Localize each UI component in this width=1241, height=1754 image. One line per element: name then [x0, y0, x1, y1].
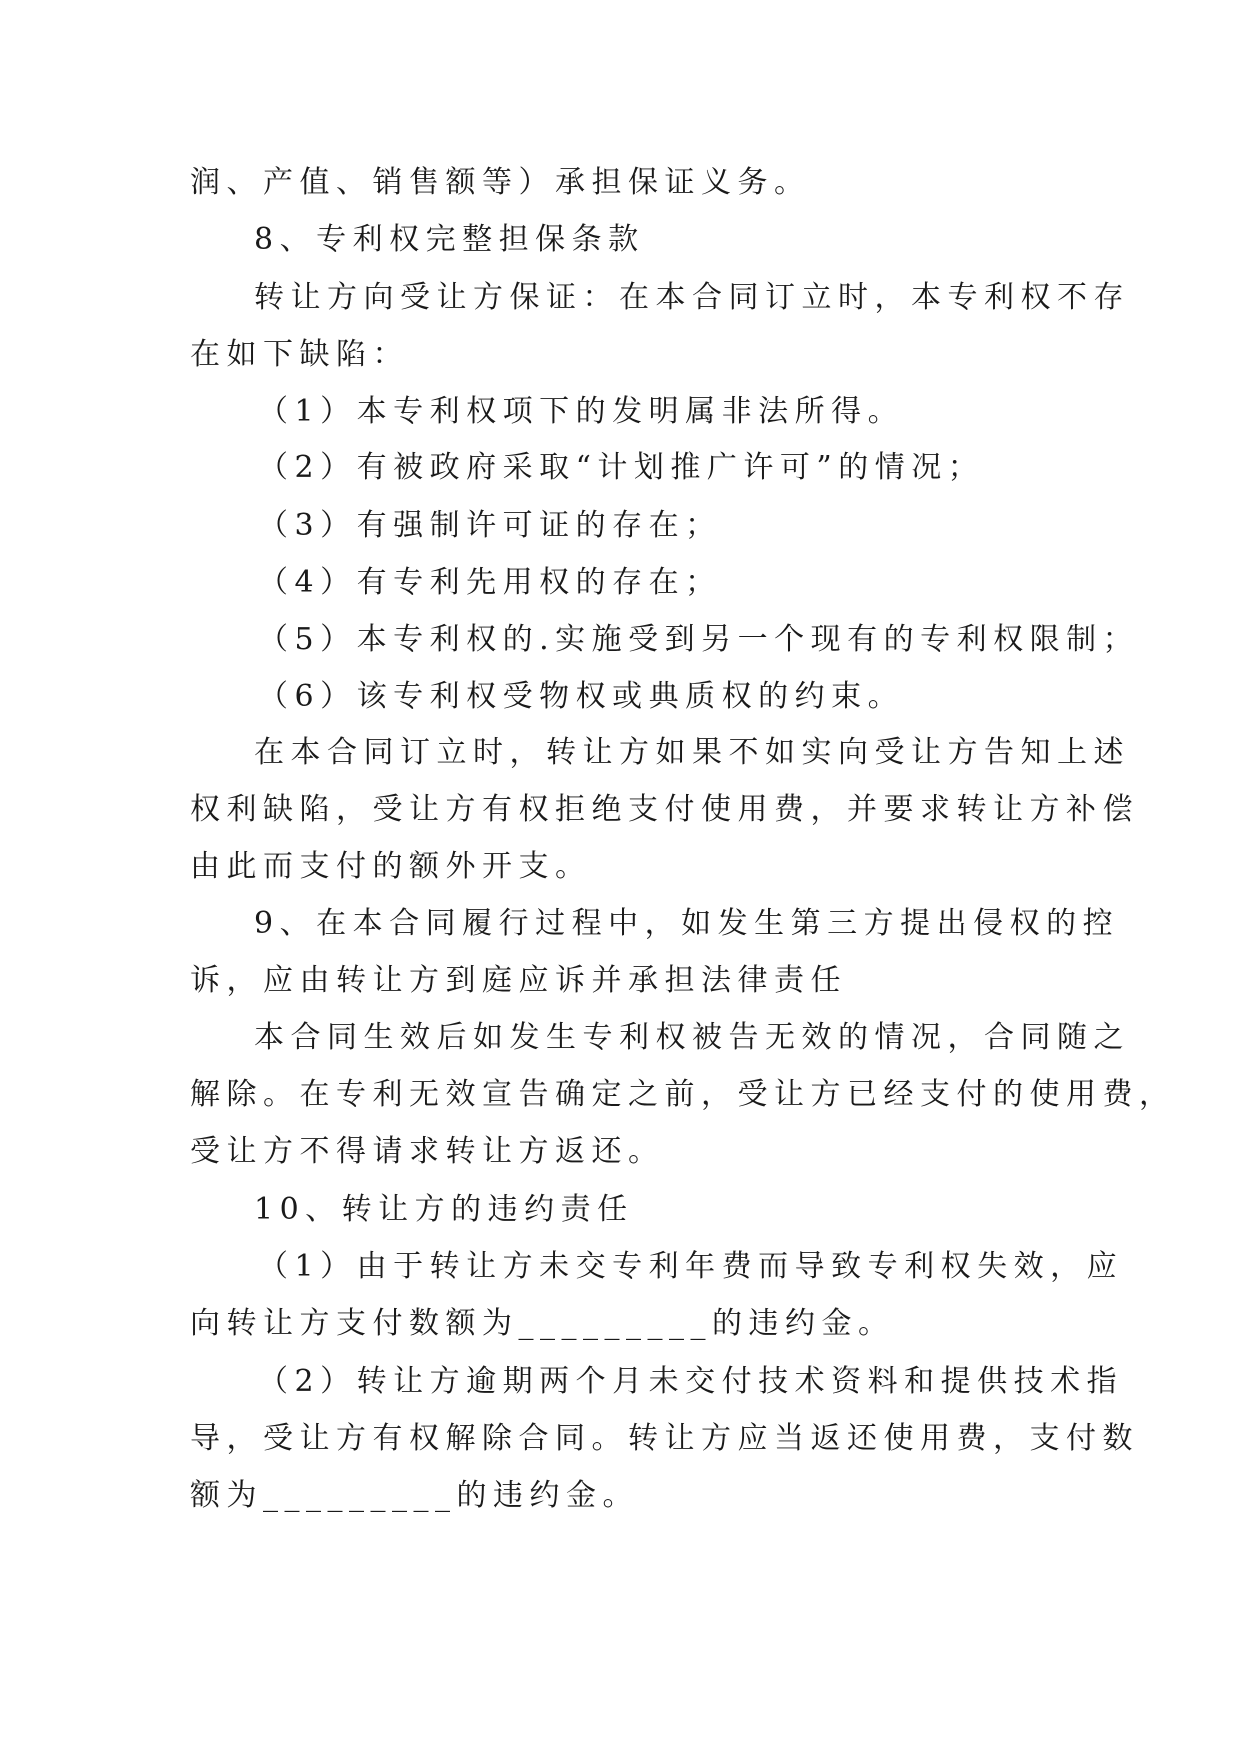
body-text-line: 受让方不得请求转让方返还。 [190, 1134, 665, 1169]
body-text-line: 额为_________的违约金。 [190, 1478, 639, 1513]
list-item: （3）有强制许可证的存在； [258, 508, 722, 543]
body-text-line: 在本合同订立时，转让方如果不如实向受让方告知上述 [254, 735, 1130, 770]
list-item: （2）转让方逾期两个月未交付技术资料和提供技术指 [258, 1364, 1124, 1399]
body-text-line: 向转让方支付数额为_________的违约金。 [190, 1306, 895, 1341]
body-text-line: 导，受让方有权解除合同。转让方应当返还使用费，支付数 [190, 1421, 1139, 1456]
list-item: （2）有被政府采取“计划推广许可”的情况； [258, 450, 985, 485]
list-item: （4）有专利先用权的存在； [258, 565, 722, 600]
body-text-line: 本合同生效后如发生专利权被告无效的情况，合同随之 [254, 1020, 1130, 1055]
list-item: （1）本专利权项下的发明属非法所得。 [258, 394, 905, 429]
body-text-line: 诉，应由转让方到庭应诉并承担法律责任 [190, 963, 847, 998]
section-heading: 8、专利权完整担保条款 [254, 222, 645, 257]
body-text-line: 在如下缺陷： [190, 337, 409, 372]
body-text-line: 转让方向受让方保证：在本合同订立时，本专利权不存 [254, 280, 1130, 315]
body-text-line: 权利缺陷，受让方有权拒绝支付使用费，并要求转让方补偿 [190, 792, 1139, 827]
section-heading: 9、在本合同履行过程中，如发生第三方提出侵权的控 [254, 906, 1120, 941]
list-item: （1）由于转让方未交专利年费而导致专利权失效，应 [258, 1249, 1124, 1284]
body-text-line: 解除。在专利无效宣告确定之前，受让方已经支付的使用费， [190, 1077, 1176, 1112]
section-heading: 10、转让方的违约责任 [254, 1192, 634, 1227]
list-item: （6）该专利权受物权或典质权的约束。 [258, 679, 905, 714]
body-text-line: 由此而支付的额外开支。 [190, 849, 592, 884]
body-text-line: 润、产值、销售额等）承担保证义务。 [190, 165, 811, 200]
list-item: （5）本专利权的.实施受到另一个现有的专利权限制； [258, 622, 1140, 657]
